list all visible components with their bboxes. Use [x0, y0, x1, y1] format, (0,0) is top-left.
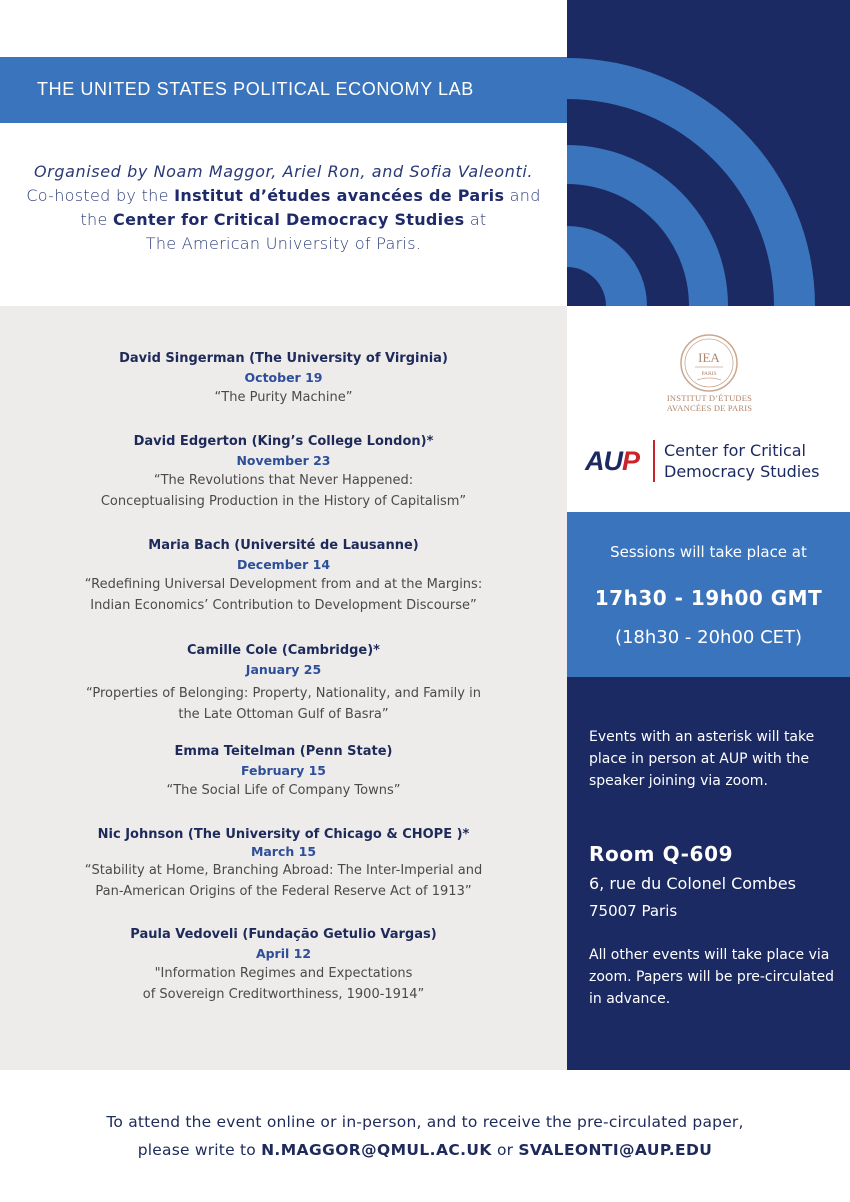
center-at: at: [469, 210, 487, 229]
talk-paper: “The Revolutions that Never Happened:: [153, 473, 414, 488]
lab-title: THE UNITED STATES POLITICAL ECONOMY LAB: [37, 79, 474, 99]
zoom-note: All other events will take place via zoom. Papers will be pre-circulated in advance.: [589, 947, 834, 1007]
talk-paper: "Information Regimes and Expectations: [154, 966, 413, 981]
cohost-line: [0, 184, 567, 208]
iea-seal-icon: [679, 333, 739, 393]
email-link-maggor[interactable]: N.MAGGOR@QMUL.AC.UK: [261, 1141, 492, 1159]
talk-date: October 19: [244, 370, 323, 385]
talk-paper: “Redefining Universal Development from and at the Margins:: [84, 577, 483, 592]
sessions-cet: (18h30 - 20h00 CET): [614, 627, 803, 648]
talk-paper: of Sovereign Creditworthiness, 1900-1914”: [142, 987, 425, 1002]
talk-speaker: Camille Cole (Cambridge)*: [187, 643, 380, 658]
ccds-wordmark: [664, 440, 819, 482]
info-box: [567, 677, 850, 1070]
footer-line2: [0, 1136, 850, 1164]
talk-paper: Conceptualising Production in the History of Capitalism”: [100, 494, 467, 509]
talk-paper: “The Social Life of Company Towns”: [166, 783, 401, 798]
ccds-line2: Democracy Studies: [664, 462, 820, 481]
sessions-label: Sessions will take place at: [610, 543, 807, 561]
talk-speaker: David Singerman (The University of Virginia): [119, 351, 448, 366]
iea-line2: AVANCÉES DE PARIS: [666, 403, 753, 413]
asterisk-note: Events with an asterisk will take place in person at AUP with the speaker joining via zoom.: [589, 729, 815, 789]
title-band: [0, 57, 567, 123]
talk-speaker: Paula Vedoveli (Fundação Getulio Vargas): [130, 927, 437, 942]
talk-item: [0, 825, 567, 902]
arcs-graphic: [567, 0, 850, 306]
talk-speaker: Emma Teitelman (Penn State): [174, 744, 393, 759]
schedule-panel: [0, 306, 567, 1070]
sessions-box: [567, 512, 850, 677]
aup-logo: [585, 446, 639, 477]
talk-paper: “Stability at Home, Branching Abroad: The Inter-Imperial and: [84, 863, 483, 878]
organisers-line: Organised by Noam Maggor, Ariel Ron, and Sofia Valeonti.: [33, 162, 534, 181]
talk-date: March 15: [250, 844, 317, 859]
talk-paper: the Late Ottoman Gulf of Basra”: [178, 707, 389, 722]
talk-speaker: David Edgerton (King’s College London)*: [133, 434, 434, 449]
iea-line1: INSTITUT D’ÉTUDES: [666, 393, 753, 403]
talk-date: November 23: [236, 453, 331, 468]
talk-paper: “The Purity Machine”: [214, 390, 353, 405]
footer-line1: To attend the event online or in-person, and to receive the pre-circulated paper,: [106, 1113, 744, 1131]
aup-logo-p: P: [622, 446, 640, 476]
cohost-prefix: Co-hosted by the: [26, 186, 169, 205]
ccds-line1: Center for Critical: [664, 441, 806, 460]
talk-item: [0, 432, 567, 512]
cohost-and: and: [509, 186, 541, 205]
talk-date: December 14: [236, 557, 331, 572]
center-the: the: [80, 210, 108, 229]
talk-speaker: Nic Johnson (The University of Chicago & CHOPE )*: [97, 827, 470, 842]
center-line: [0, 208, 567, 232]
organisers-block: [0, 160, 567, 256]
footer: [0, 1108, 850, 1164]
aup-logo-au: AU: [585, 446, 622, 476]
talk-paper: “Properties of Belonging: Property, Nationality, and Family in: [86, 686, 481, 701]
talk-speaker: Maria Bach (Université de Lausanne): [148, 538, 419, 553]
room-number: Room Q-609: [589, 842, 734, 866]
iea-wordmark: [647, 393, 772, 413]
talk-item: [0, 641, 567, 725]
sessions-time: 17h30 - 19h00 GMT: [594, 586, 823, 610]
talk-item: [0, 536, 567, 616]
talk-date: January 25: [245, 662, 322, 677]
talk-item: [0, 925, 567, 1005]
logos-panel: [567, 306, 850, 512]
footer-or: or: [496, 1141, 514, 1159]
email-link-valeonti[interactable]: SVALEONTI@AUP.EDU: [518, 1141, 713, 1159]
iea-seal-text: IEA: [698, 350, 720, 365]
center-name: Center for Critical Democracy Studies: [113, 210, 465, 229]
talk-paper: Indian Economics’ Contribution to Development Discourse”: [90, 598, 477, 613]
talk-item: [0, 349, 567, 408]
address-line1: 6, rue du Colonel Combes: [589, 874, 796, 893]
aup-divider: [653, 440, 655, 482]
footer-prefix: please write to: [137, 1141, 256, 1159]
institute-name: Institut d’études avancées de Paris: [174, 186, 505, 205]
iea-seal-sub: PARIS: [701, 371, 717, 377]
talk-paper: Pan-American Origins of the Federal Reserve Act of 1913”: [95, 884, 472, 899]
university-line: The American University of Paris.: [145, 234, 422, 253]
talk-item: [0, 742, 567, 801]
address-line2: 75007 Paris: [589, 902, 678, 920]
decorative-arcs: [567, 0, 850, 306]
talk-date: April 12: [255, 946, 312, 961]
talk-date: February 15: [240, 763, 327, 778]
